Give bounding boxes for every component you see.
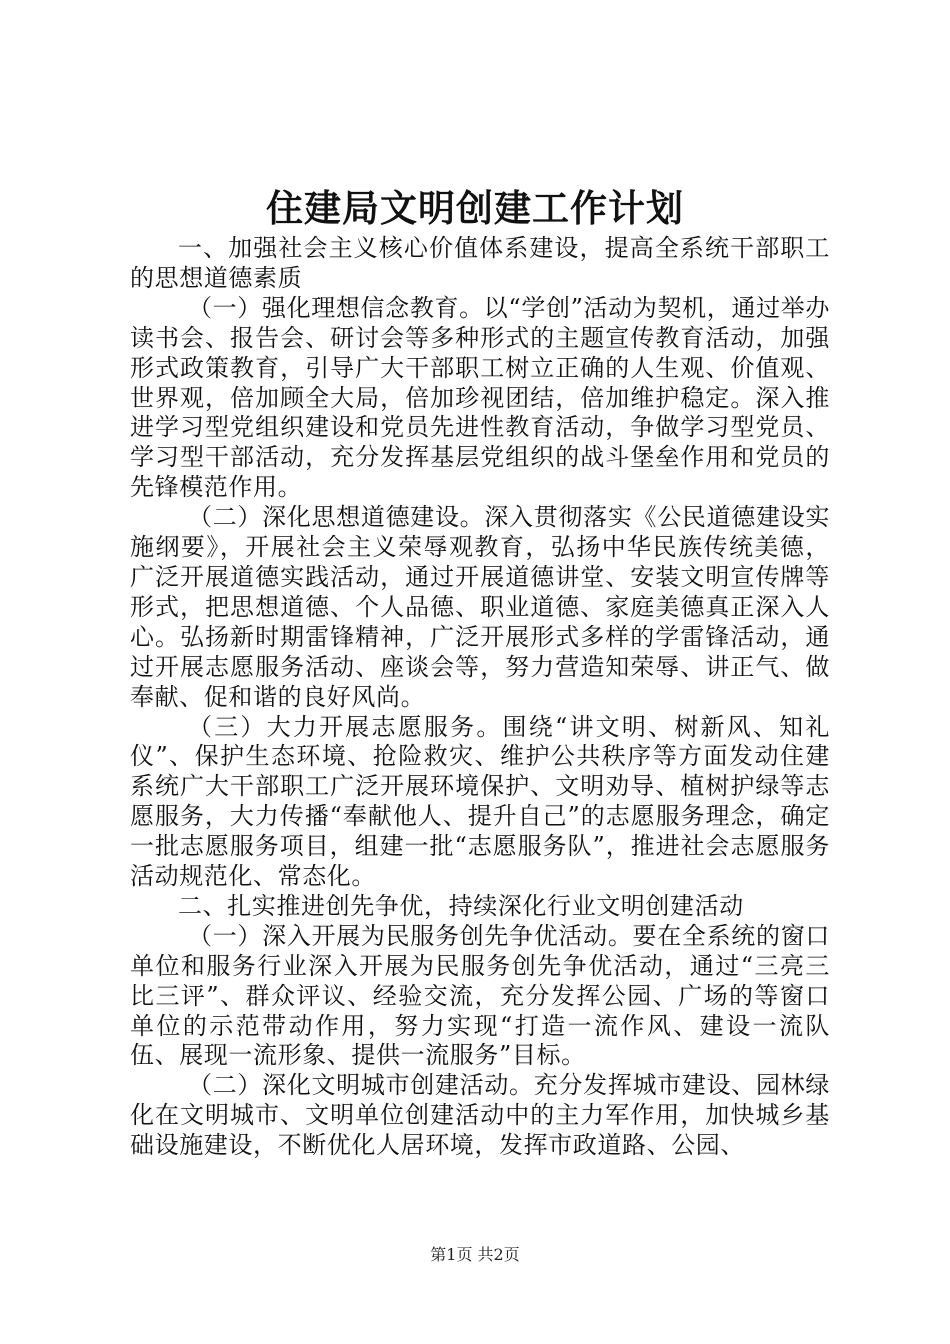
document-body xyxy=(130,234,830,1161)
page-footer: 第1页 共2页 xyxy=(430,1245,520,1264)
paragraph-1-2: （二）深化思想道德建设。深入贯彻落实《公民道德建设实施纲要》，开展社会主义荣辱观教育，弘扬中华民族传统美德，广泛开展道德实践活动，通过开展道德讲堂、安装文明宣传牌等形式，把思想道德、个人品德、职业道德、家庭美德真正深入人心。弘扬新时期雷锋精神，广泛开展形式多样的学雷锋活动，通过开展志愿服务活动、座谈会等，努力营造知荣辱、讲正气、做奉献、促和谐的良好风尚。 xyxy=(130,503,830,711)
document-title: 住建局文明创建工作计划 xyxy=(266,186,684,230)
section-heading-1: 一、加强社会主义核心价值体系建设，提高全系统干部职工的思想道德素质 xyxy=(130,234,830,292)
section-heading-2: 二、扎实推进创先争优，持续深化行业文明创建活动 xyxy=(178,891,744,920)
paragraph-1-3: （三）大力开展志愿服务。围绕“讲文明、树新风、知礼仪”、保护生态环境、抢险救灾、维护公共秩序等方面发动住建系统广大干部职工广泛开展环境保护、文明劝导、植树护绿等志愿服务，大力传播“奉献他人、提升自己”的志愿服务理念，确定一批志愿服务项目，组建一批“志愿服务队”，推进社会志愿服务活动规范化、常态化。 xyxy=(130,712,830,891)
paragraph-2-1: （一）深入开展为民服务创先争优活动。要在全系统的窗口单位和服务行业深入开展为民服务创先争优活动，通过“三亮三比三评”、群众评议、经验交流，充分发挥公园、广场的等窗口单位的示范带动作用，努力实现“打造一流作风、建设一流队伍、展现一流形象、提供一流服务”目标。 xyxy=(130,921,830,1070)
paragraph-2-2: （二）深化文明城市创建活动。充分发挥城市建设、园林绿化在文明城市、文明单位创建活动中的主力军作用，加快城乡基础设施建设，不断优化人居环境，发挥市政道路、公园、 xyxy=(130,1071,830,1160)
paragraph-1-1: （一）强化理想信念教育。以“学创”活动为契机，通过举办读书会、报告会、研讨会等多种形式的主题宣传教育活动，加强形式政策教育，引导广大干部职工树立正确的人生观、价值观、世界观，倍加顾全大局，倍加珍视团结，倍加维护稳定。深入推进学习型党组织建设和党员先进性教育活动，争做学习型党员、学习型干部活动，充分发挥基层党组织的战斗堡垒作用和党员的先锋模范作用。 xyxy=(130,293,830,502)
